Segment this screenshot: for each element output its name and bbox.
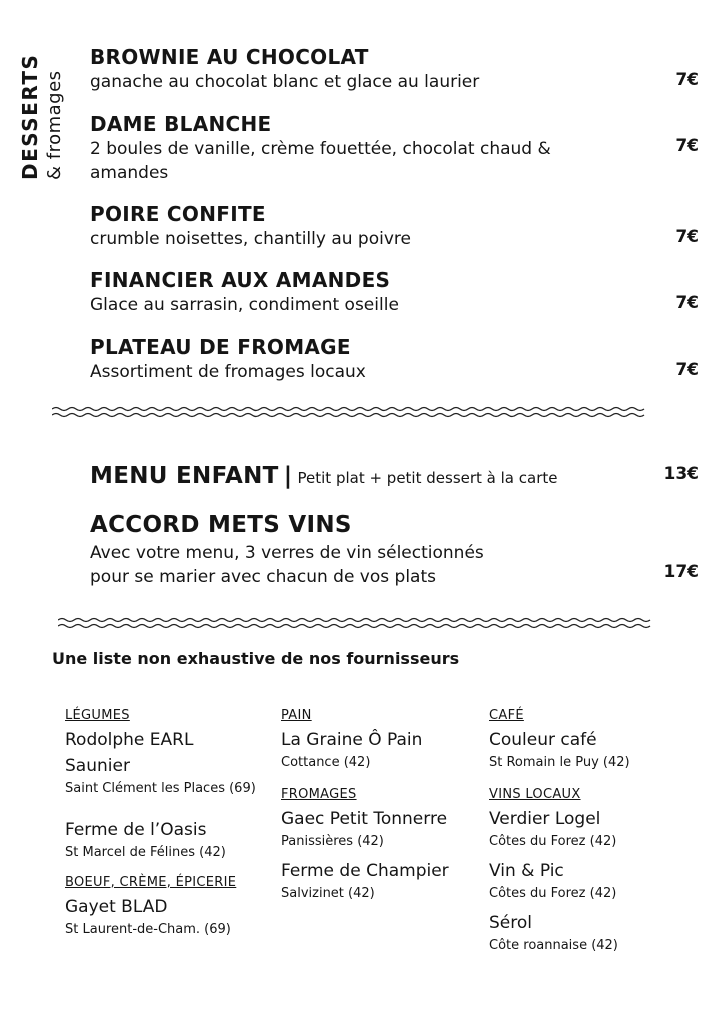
- supplier-name: Gayet BLAD: [65, 897, 168, 917]
- dish-name: PLATEAU DE FROMAGE: [90, 335, 351, 359]
- menu-enfant-desc: Petit plat + petit dessert à la carte: [297, 469, 558, 487]
- dish-desc: Assortiment de fromages locaux: [90, 362, 366, 382]
- supplier-location: Côtes du Forez (42): [489, 886, 617, 901]
- dish-poire-confite: [90, 201, 700, 251]
- supplier-name: Ferme de Champier: [281, 861, 449, 881]
- supplier-name: Rodolphe EARL: [65, 730, 194, 750]
- dish-desc: ganache au chocolat blanc et glace au laurier: [90, 72, 480, 92]
- supplier-name: Gaec Petit Tonnerre: [281, 809, 448, 829]
- dish-brownie: [90, 44, 700, 94]
- supplier-location: Côtes du Forez (42): [489, 834, 617, 849]
- supplier-name: Verdier Logel: [489, 809, 601, 829]
- supplier-category: VINS LOCAUX: [489, 787, 581, 802]
- dish-desc: 2 boules de vanille, crème fouettée, chocolat chaud & amandes: [90, 139, 551, 183]
- dish-price: 7€: [675, 136, 699, 156]
- dish-desc: Glace au sarrasin, condiment oseille: [90, 295, 399, 315]
- dish-financier: [90, 267, 700, 317]
- supplier-name: Couleur café: [489, 730, 597, 750]
- dish-name: BROWNIE AU CHOCOLAT: [90, 45, 369, 69]
- supplier-location: Salvizinet (42): [281, 886, 375, 901]
- suppliers-column-2: [281, 708, 481, 910]
- supplier-category: FROMAGES: [281, 787, 357, 802]
- menu-enfant-separator: |: [283, 463, 293, 489]
- supplier-location: Panissières (42): [281, 834, 384, 849]
- menu-enfant-name: MENU ENFANT: [90, 463, 279, 489]
- supplier-name: Vin & Pic: [489, 861, 564, 881]
- supplier-category: LÉGUMES: [65, 708, 130, 723]
- dish-name: FINANCIER AUX AMANDES: [90, 268, 391, 292]
- wave-divider: [52, 405, 646, 419]
- dish-price: 7€: [675, 227, 699, 247]
- supplier-location: Côte roannaise (42): [489, 938, 618, 953]
- accord-price: 17€: [663, 562, 699, 582]
- dish-desc: crumble noisettes, chantilly au poivre: [90, 229, 411, 249]
- supplier-name: Ferme de l’Oasis: [65, 820, 207, 840]
- section-title: [18, 48, 74, 188]
- supplier-location: St Laurent-de-Cham. (69): [65, 922, 231, 937]
- section-title-sub: & fromages: [44, 70, 65, 180]
- supplier-category: CAFÉ: [489, 708, 524, 723]
- dish-name: POIRE CONFITE: [90, 202, 266, 226]
- dish-price: 7€: [675, 70, 699, 90]
- wave-divider: [58, 616, 652, 630]
- dish-name: DAME BLANCHE: [90, 112, 272, 136]
- menu-enfant: [90, 463, 700, 489]
- supplier-name: Sérol: [489, 913, 532, 933]
- supplier-category: BOEUF, CRÈME, ÉPICERIE: [65, 875, 237, 890]
- accord-desc-line2: pour se marier avec chacun de vos plats: [90, 567, 436, 587]
- suppliers-title: Une liste non exhaustive de nos fournisseurs: [52, 649, 460, 668]
- supplier-location: St Romain le Puy (42): [489, 755, 630, 770]
- dish-dame-blanche: [90, 111, 700, 185]
- dish-price: 7€: [675, 360, 699, 380]
- supplier-location: St Marcel de Félines (42): [65, 845, 226, 860]
- supplier-name: Saunier: [65, 756, 130, 776]
- accord-mets-vins: [90, 511, 700, 589]
- accord-name: ACCORD METS VINS: [90, 512, 352, 538]
- supplier-location: Saint Clément les Places (69): [65, 781, 256, 796]
- accord-desc-line1: Avec votre menu, 3 verres de vin sélectionnés: [90, 543, 484, 563]
- section-title-main: DESSERTS: [18, 53, 42, 180]
- menu-enfant-price: 13€: [663, 464, 699, 484]
- supplier-location: Cottance (42): [281, 755, 371, 770]
- suppliers-column-1: [65, 708, 275, 946]
- supplier-name: La Graine Ô Pain: [281, 730, 423, 750]
- supplier-category: PAIN: [281, 708, 312, 723]
- dish-plateau-fromage: [90, 334, 700, 384]
- dish-price: 7€: [675, 293, 699, 313]
- suppliers-column-3: [489, 708, 699, 962]
